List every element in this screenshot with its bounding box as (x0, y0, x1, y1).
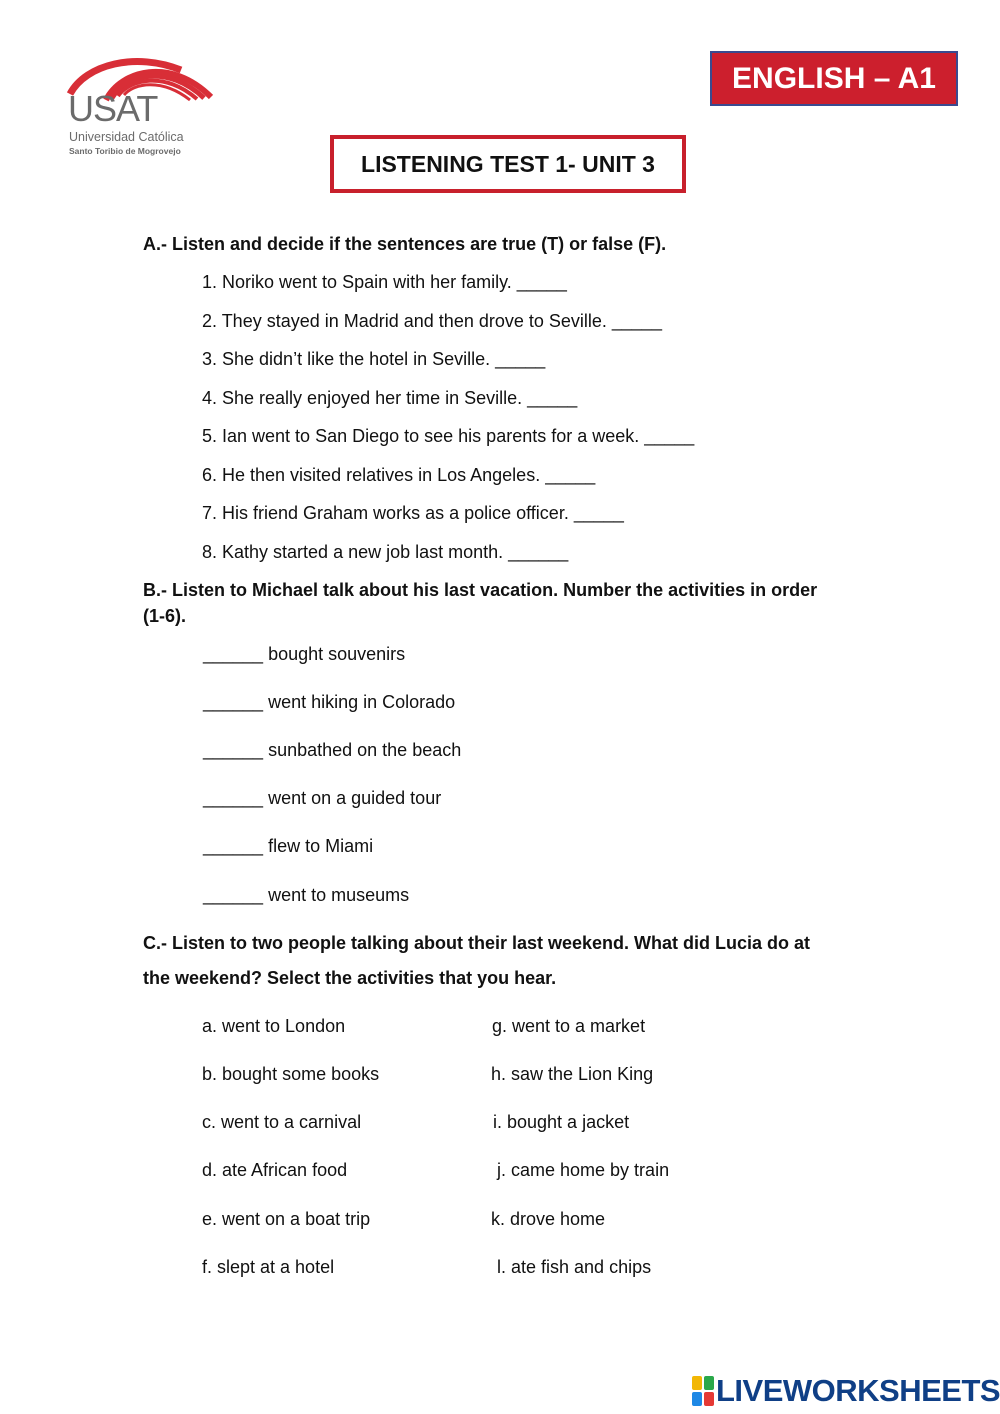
section-a-item: 2. They stayed in Madrid and then drove to Seville. _____ (202, 311, 662, 331)
liveworksheets-footer (692, 1373, 1000, 1409)
section-c-option: e. went on a boat trip (202, 1209, 371, 1229)
section-c-option: h. saw the Lion King (491, 1064, 654, 1084)
level-badge: ENGLISH – A1 (710, 51, 958, 106)
liveworksheets-icon (692, 1376, 714, 1406)
section-c-option: b. bought some books (202, 1064, 380, 1084)
logo-university-subtitle: Santo Toribio de Mogrovejo (69, 146, 181, 156)
section-b-item: ______ went hiking in Colorado (203, 692, 456, 712)
section-c-heading: C.- Listen to two people talking about their last weekend. What did Lucia do at (143, 933, 811, 953)
section-c-option: c. went to a carnival (202, 1112, 362, 1132)
logo-wordmark: USAT (68, 88, 158, 129)
section-c-option: j. came home by train (492, 1160, 670, 1180)
section-a-item: 7. His friend Graham works as a police officer. _____ (202, 503, 624, 523)
section-c-option: k. drove home (491, 1209, 606, 1229)
section-c-option: g. went to a market (492, 1016, 646, 1036)
section-c-option: d. ate African food (202, 1160, 348, 1180)
section-a-item: 4. She really enjoyed her time in Seville. _____ (202, 388, 578, 408)
section-a-item: 3. She didn’t like the hotel in Seville. _____ (202, 349, 546, 369)
section-c-option: a. went to London (202, 1016, 346, 1036)
liveworksheets-brand: LIVEWORKSHEETS (716, 1373, 1000, 1408)
section-a-item: 6. He then visited relatives in Los Angeles. _____ (202, 465, 596, 485)
section-a-heading: A.- Listen and decide if the sentences are true (T) or false (F). (143, 234, 667, 254)
section-b-item: ______ flew to Miami (203, 836, 374, 856)
section-c-option: f. slept at a hotel (202, 1257, 335, 1277)
logo-university-name: Universidad Católica (69, 130, 184, 144)
section-c-option: i. bought a jacket (493, 1112, 630, 1132)
section-a-item: 8. Kathy started a new job last month. ______ (202, 542, 569, 562)
section-b-heading: B.- Listen to Michael talk about his last vacation. Number the activities in order (143, 580, 818, 600)
section-b-heading-cont: (1-6). (143, 606, 187, 626)
section-b-item: ______ sunbathed on the beach (203, 740, 462, 760)
section-c-option: l. ate fish and chips (492, 1257, 652, 1277)
section-c-heading-cont: the weekend? Select the activities that you hear. (143, 968, 557, 988)
section-b-item: ______ went on a guided tour (203, 788, 442, 808)
section-a-item: 1. Noriko went to Spain with her family. _____ (202, 272, 567, 292)
section-b-item: ______ went to museums (203, 885, 410, 905)
section-a-item: 5. Ian went to San Diego to see his parents for a week. _____ (202, 426, 695, 446)
section-b-item: ______ bought souvenirs (203, 644, 406, 664)
page-title: LISTENING TEST 1- UNIT 3 (330, 135, 686, 193)
